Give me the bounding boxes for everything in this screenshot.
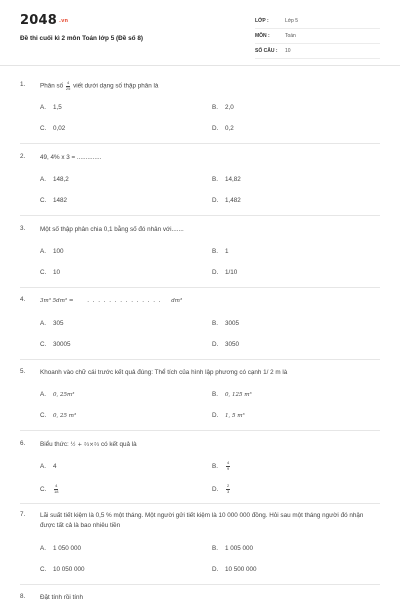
fraction-numerator: 4	[55, 483, 58, 488]
option-c[interactable]	[40, 566, 85, 573]
option-value: 0, 125 m³	[225, 392, 252, 398]
meta-count-label: SỐ CÂU :	[255, 48, 278, 54]
question-number: 2.	[20, 153, 26, 160]
fraction	[54, 484, 58, 494]
option-b[interactable]	[212, 104, 234, 111]
meta-subject-label: MÔN :	[255, 33, 270, 39]
question-text: 49, 4% x 3 = ..............	[40, 154, 102, 161]
option-value: 1/10	[225, 269, 238, 276]
divider	[20, 359, 380, 360]
option-value: 30005	[53, 341, 71, 348]
option-value: 1 050 000	[53, 545, 82, 552]
option-c[interactable]	[40, 197, 67, 204]
option-a[interactable]	[40, 391, 74, 398]
divider	[20, 503, 380, 504]
question-text-after: có kết quả là	[100, 441, 137, 448]
question-text	[40, 81, 380, 92]
option-letter: D.	[212, 125, 219, 132]
exam-header	[0, 0, 400, 66]
option-letter: C.	[40, 269, 47, 276]
option-letter: C.	[40, 341, 47, 348]
option-value: 305	[53, 320, 64, 327]
option-value: 100	[53, 248, 64, 255]
option-value: 0, 25 m³	[53, 413, 77, 419]
fraction-denominator: 9	[227, 465, 230, 471]
option-value: 0,02	[53, 125, 66, 132]
divider	[20, 143, 380, 144]
fraction-numerator: 2	[227, 483, 230, 488]
question-number: 5.	[20, 368, 26, 375]
question-text: Lãi suất tiết kiệm là 0,5 % một tháng. Một người gửi tiết kiệm là 10 000 000 đồng. Hỏi sau một tháng người đó nhận được tất cả là bao nhiêu tiền	[40, 512, 364, 529]
exam-title: Đề thi cuối kì 2 môn Toán lớp 5 (Đề số 8)	[20, 35, 144, 42]
option-d[interactable]	[212, 197, 241, 204]
option-b[interactable]	[212, 545, 253, 552]
meta-subject	[255, 29, 380, 44]
divider	[20, 287, 380, 288]
option-value: 0, 25m³	[53, 392, 75, 398]
option-a[interactable]	[40, 320, 64, 327]
option-letter: B.	[212, 320, 218, 327]
option-letter: A.	[40, 104, 46, 111]
logo-tld: .vn	[58, 17, 69, 24]
option-value: 148,2	[53, 176, 69, 183]
option-d[interactable]	[212, 484, 231, 494]
option-d[interactable]	[212, 125, 234, 132]
option-value: 1, 5 m³	[225, 413, 245, 419]
meta-subject-value: Toán	[285, 33, 296, 39]
option-letter: A.	[40, 463, 46, 470]
question-text: Đặt tính rồi tính	[40, 594, 84, 600]
fraction	[66, 81, 70, 91]
math-expression: 3m³ 5dm³ =	[40, 298, 74, 304]
question-text-after: viết dưới dạng số thập phân là	[73, 82, 159, 90]
option-letter: D.	[212, 197, 219, 204]
question-text	[40, 440, 380, 450]
fraction-denominator: 3	[227, 488, 230, 494]
option-letter: D.	[212, 485, 219, 493]
option-letter: A.	[40, 248, 46, 255]
option-letter: C.	[40, 197, 47, 204]
option-a[interactable]	[40, 104, 62, 111]
question-number: 1.	[20, 81, 26, 88]
option-letter: A.	[40, 176, 46, 183]
option-d[interactable]	[212, 341, 239, 348]
option-b[interactable]	[212, 461, 231, 471]
math-expression: ½ + ⅔×⅔	[70, 442, 100, 448]
option-value: 1482	[53, 197, 68, 204]
option-c[interactable]	[40, 484, 59, 494]
option-value: 10 500 000	[225, 566, 257, 573]
option-value: 4	[53, 463, 57, 470]
fraction	[226, 484, 230, 494]
meta-class	[255, 14, 380, 29]
option-value: 0,2	[225, 125, 234, 132]
option-a[interactable]	[40, 463, 57, 470]
option-b[interactable]	[212, 391, 252, 398]
question-text: Khoanh vào chữ cái trước kết quả đúng: Thể tích của hình lập phương có cạnh 1/ 2 m là	[40, 369, 288, 376]
option-letter: B.	[212, 462, 218, 470]
option-d[interactable]	[212, 566, 257, 573]
option-letter: B.	[212, 176, 218, 183]
option-value: 3050	[225, 341, 240, 348]
option-value: 2,0	[225, 104, 234, 111]
option-letter: B.	[212, 391, 218, 398]
option-d[interactable]	[212, 412, 245, 419]
meta-class-value: Lớp 5	[285, 18, 299, 24]
question-text: Một số thập phân chia 0,1 bằng số đó nhân với.......	[40, 226, 184, 233]
option-d[interactable]	[212, 269, 237, 276]
question-text-before: Biểu thức:	[40, 441, 69, 448]
fraction-denominator: 18	[54, 488, 59, 494]
option-c[interactable]	[40, 269, 60, 276]
divider	[20, 430, 380, 431]
question-text	[40, 296, 380, 306]
option-b[interactable]	[212, 176, 241, 183]
option-value: 3005	[225, 320, 240, 327]
fraction-numerator: 4	[227, 460, 230, 465]
option-b[interactable]	[212, 248, 229, 255]
option-letter: A.	[40, 320, 46, 327]
option-letter: C.	[40, 485, 47, 493]
divider	[20, 215, 380, 216]
option-letter: D.	[212, 566, 219, 573]
question-number: 4.	[20, 296, 26, 303]
answer-blank: . . . . . . . . . . . . . .	[87, 297, 162, 304]
site-logo[interactable]	[20, 13, 68, 28]
question-number: 6.	[20, 440, 26, 447]
option-letter: D.	[212, 341, 219, 348]
option-c[interactable]	[40, 125, 65, 132]
option-letter: C.	[40, 125, 47, 132]
option-c[interactable]	[40, 341, 71, 348]
divider	[20, 584, 380, 585]
option-value: 1,482	[225, 197, 241, 204]
option-value: 1 005 000	[225, 545, 254, 552]
option-letter: B.	[212, 248, 218, 255]
fraction	[226, 461, 230, 471]
meta-class-label: LỚP :	[255, 18, 269, 24]
option-a[interactable]	[40, 545, 81, 552]
option-c[interactable]	[40, 412, 76, 419]
question-text-before: Phân số	[40, 82, 64, 90]
option-letter: A.	[40, 391, 46, 398]
question-number: 3.	[20, 225, 26, 232]
option-a[interactable]	[40, 176, 69, 183]
option-value: 1,5	[53, 104, 62, 111]
meta-count-value: 10	[285, 48, 291, 54]
option-value: 10 050 000	[53, 566, 85, 573]
option-value: 10	[53, 269, 61, 276]
option-letter: B.	[212, 104, 218, 111]
question-number: 7.	[20, 511, 26, 518]
option-letter: D.	[212, 269, 219, 276]
option-letter: C.	[40, 566, 47, 573]
option-a[interactable]	[40, 248, 64, 255]
question-number: 8.	[20, 593, 26, 600]
meta-count	[255, 44, 380, 59]
logo-text: 2048	[20, 13, 57, 28]
option-value: 14,82	[225, 176, 241, 183]
option-letter: C.	[40, 412, 47, 419]
option-value: 1	[225, 248, 229, 255]
math-unit: dm³	[171, 298, 183, 304]
fraction-numerator: 4	[66, 80, 70, 85]
option-letter: A.	[40, 545, 46, 552]
option-letter: D.	[212, 412, 219, 419]
fraction-denominator: 25	[65, 85, 71, 91]
option-letter: B.	[212, 545, 218, 552]
option-b[interactable]	[212, 320, 239, 327]
